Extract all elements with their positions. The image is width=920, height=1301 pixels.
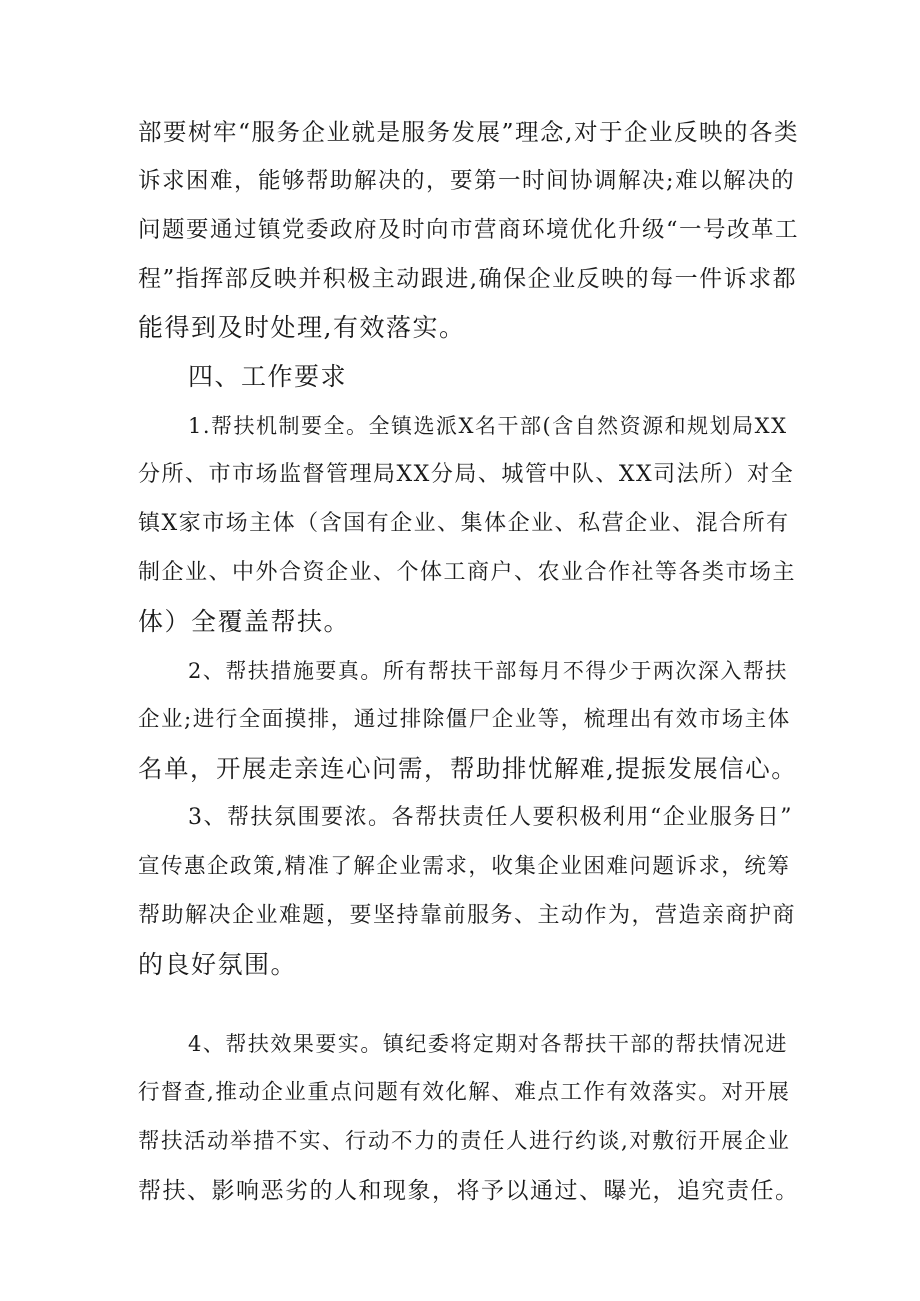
text-line-2: 诉求困难，能够帮助解决的，要第一时间协调解决;难以解决的 [138,168,796,194]
item-4-line-4: 帮扶、影响恶劣的人和现象，将予以通过、曝光，追究责任。 [138,1178,800,1204]
item-1-line-4: 制企业、中外合资企业、个体工商户、农业合作社等各类市场主 [138,560,797,585]
section-heading: 四、工作要求 [188,362,348,391]
item-2-line-2: 企业;进行全面摸排，通过排除僵尸企业等，梳理出有效市场主体 [138,707,791,732]
item-1-line-5: 体）全覆盖帮扶。 [138,607,351,636]
item-2-line-1: 2、帮扶措施要真。所有帮扶干部每月不得少于两次深入帮扶 [188,659,788,683]
text-line-5: 能得到及时处理,有效落实。 [138,313,466,342]
text-line-4: 程”指挥部反映并积极主动跟进,确保企业反映的每一件诉求都 [138,266,798,292]
item-4-line-1: 4、帮扶效果要实。镇纪委将定期对各帮扶干部的帮扶情况进 [188,1032,788,1056]
item-3-line-3: 帮助解决企业难题，要坚持靠前服务、主动作为，营造亲商护商 [138,903,797,928]
item-4-line-2: 行督查,推动企业重点问题有效化解、难点工作有效落实。对开展 [138,1080,791,1105]
item-2-line-3: 名单，开展走亲连心问需，帮助排忧解难,提振发展信心。 [138,754,798,783]
item-3-line-4: 的良好氛围。 [138,950,298,979]
text-line-1: 部要树牢“服务企业就是服务发展”理念,对于企业反映的各类 [138,118,799,146]
item-1-line-1: 1.帮扶机制要全。全镇选派X名干部(含自然资源和规划局XX [188,414,788,438]
item-1-line-3: 镇X家市场主体（含国有企业、集体企业、私营企业、混合所有 [138,511,790,536]
item-3-line-2: 宣传惠企政策,精准了解企业需求，收集企业困难问题诉求，统筹 [138,854,791,879]
item-1-line-2: 分所、市市场监督管理局XX分局、城管中队、XX司法所）对全 [138,462,795,487]
item-4-line-3: 帮扶活动举措不实、行动不力的责任人进行约谈,对敷衍开展企业 [138,1129,791,1154]
item-3-line-1: 3、帮扶氛围要浓。各帮扶责任人要积极利用“企业服务日” [188,805,793,830]
text-line-3: 问题要通过镇党委政府及时向市营商环境优化升级“一号改革工 [138,217,800,243]
